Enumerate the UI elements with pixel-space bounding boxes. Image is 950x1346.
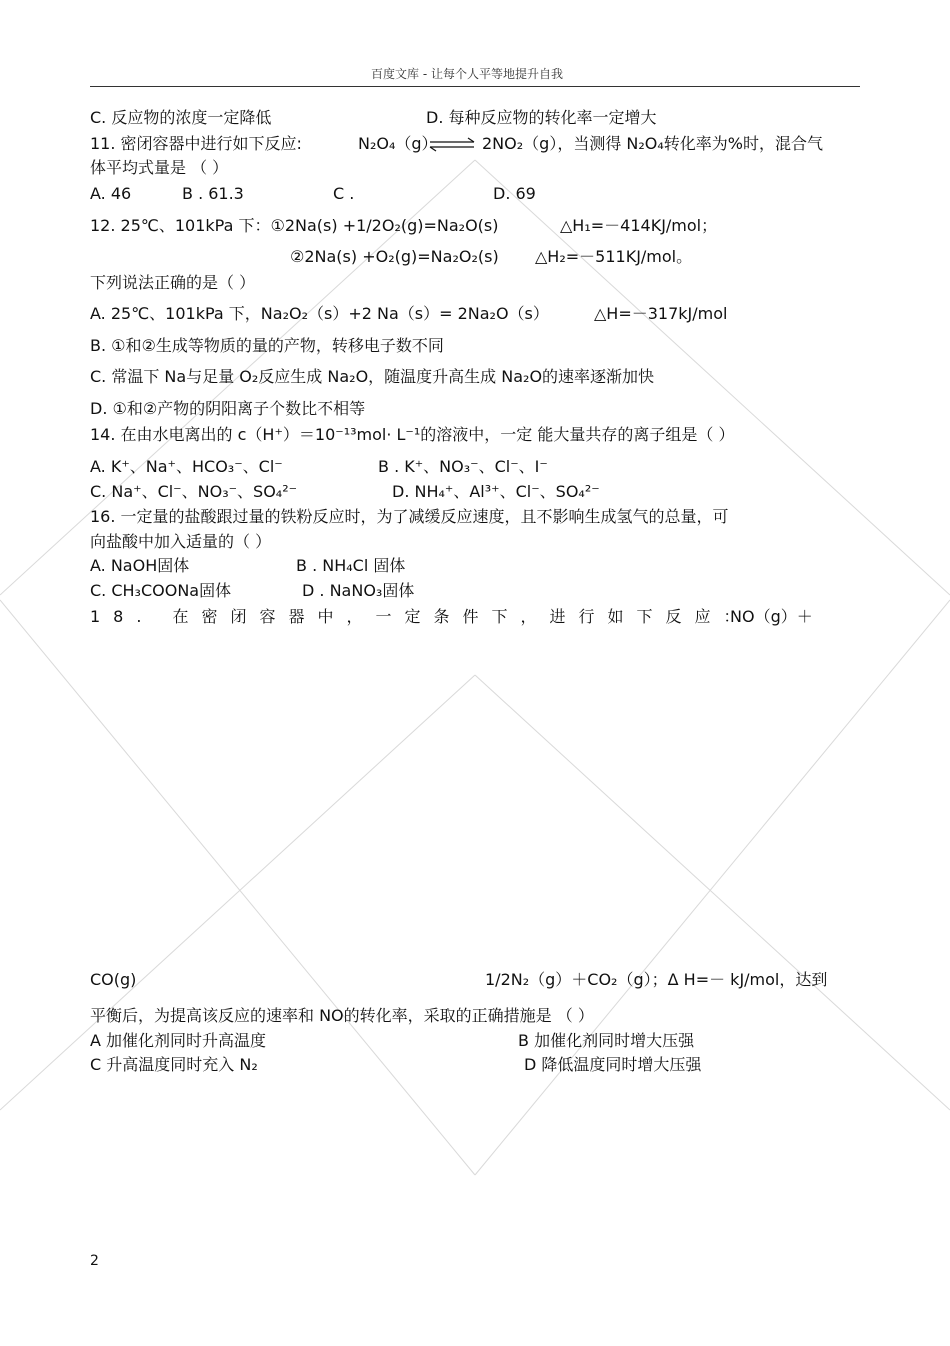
equilibrium-arrow-icon: [428, 137, 478, 153]
q12-dh-1: △H₁=－414KJ/mol；: [560, 216, 718, 235]
q12-option-a-dh: △H=－317kJ/mol: [594, 304, 728, 323]
q18-option-a: A 加催化剂同时升高温度: [90, 1031, 267, 1050]
page-number: 2: [90, 1253, 99, 1269]
q10-option-c: C. 反应物的浓度一定降低: [90, 108, 272, 127]
q16-stem-cont: 向盐酸中加入适量的（ ）: [90, 532, 272, 551]
q11-option-b: B . 61.3: [182, 184, 244, 203]
q18-option-c: C 升高温度同时充入 N₂: [90, 1055, 258, 1074]
q10-option-d: D. 每种反应物的转化率一定增大: [426, 108, 657, 127]
q16-option-d: D . NaNO₃固体: [302, 581, 415, 600]
q18-products: 1/2N₂（g）＋CO₂（g）；Δ H=－ kJ/mol，达到: [485, 970, 828, 989]
q14-option-a: A. K⁺、Na⁺、HCO₃⁻、Cl⁻: [90, 457, 283, 476]
q16-option-b: B . NH₄Cl 固体: [296, 556, 406, 575]
q11-stem-cont: 体平均式量是 （ ）: [90, 158, 229, 177]
q11-stem: 11. 密闭容器中进行如下反应:: [90, 134, 302, 153]
q11-option-c: C .: [333, 184, 355, 203]
q11-reactant: N₂O₄（g）: [358, 134, 438, 153]
q11-option-d: D. 69: [493, 184, 536, 203]
q12-option-c: C. 常温下 Na与足量 O₂反应生成 Na₂O，随温度升高生成 Na₂O的速率逐渐加快: [90, 367, 655, 386]
q18-stem: 18. 在密闭容器中，一定条件下，进行如下反应：: [90, 607, 753, 626]
q16-option-a: A. NaOH固体: [90, 556, 190, 575]
q16-option-c: C. CH₃COONa固体: [90, 581, 232, 600]
q11-option-a: A. 46: [90, 184, 132, 203]
q11-product: 2NO₂（g），当测得 N₂O₄转化率为%时，混合气: [482, 134, 823, 153]
q18-stem-end: NO（g）＋: [730, 607, 813, 626]
q12-dh-2: △H₂=－511KJ/mol。: [535, 247, 693, 266]
header-divider: [90, 86, 860, 87]
q18-option-d: D 降低温度同时增大压强: [524, 1055, 702, 1074]
page-header: 百度文库 - 让每个人平等地提升自我: [371, 67, 563, 81]
q12-reaction-2: ②2Na(s) +O₂(g)=Na₂O₂(s): [290, 247, 499, 266]
q14-option-c: C. Na⁺、Cl⁻、NO₃⁻、SO₄²⁻: [90, 482, 298, 501]
q12-option-b: B. ①和②生成等物质的量的产物，转移电子数不同: [90, 336, 444, 355]
q12-option-d: D. ①和②产物的阴阳离子个数比不相等: [90, 399, 366, 418]
q14-option-d: D. NH₄⁺、Al³⁺、Cl⁻、SO₄²⁻: [392, 482, 600, 501]
q12-stem: 下列说法正确的是（ ）: [90, 273, 256, 292]
q18-stem-cont: 平衡后，为提高该反应的速率和 NO的转化率，采取的正确措施是 （ ）: [90, 1006, 594, 1025]
q12-reaction-1: 12. 25℃、101kPa 下：①2Na(s) +1/2O₂(g)=Na₂O(s): [90, 216, 499, 235]
q12-option-a: A. 25℃、101kPa 下，Na₂O₂（s）+2 Na（s）= 2Na₂O（s）: [90, 304, 549, 323]
q18-reactant-co: CO(g): [90, 970, 137, 989]
q14-stem: 14. 在由水电离出的 c（H⁺）＝10⁻¹³mol· L⁻¹的溶液中，一定 能大量共存的离子组是（ ）: [90, 425, 735, 444]
q14-option-b: B . K⁺、NO₃⁻、Cl⁻、I⁻: [378, 457, 548, 476]
q16-stem: 16. 一定量的盐酸跟过量的铁粉反应时，为了减缓反应速度，且不影响生成氢气的总量，可: [90, 507, 729, 526]
q18-option-b: B 加催化剂同时增大压强: [518, 1031, 695, 1050]
